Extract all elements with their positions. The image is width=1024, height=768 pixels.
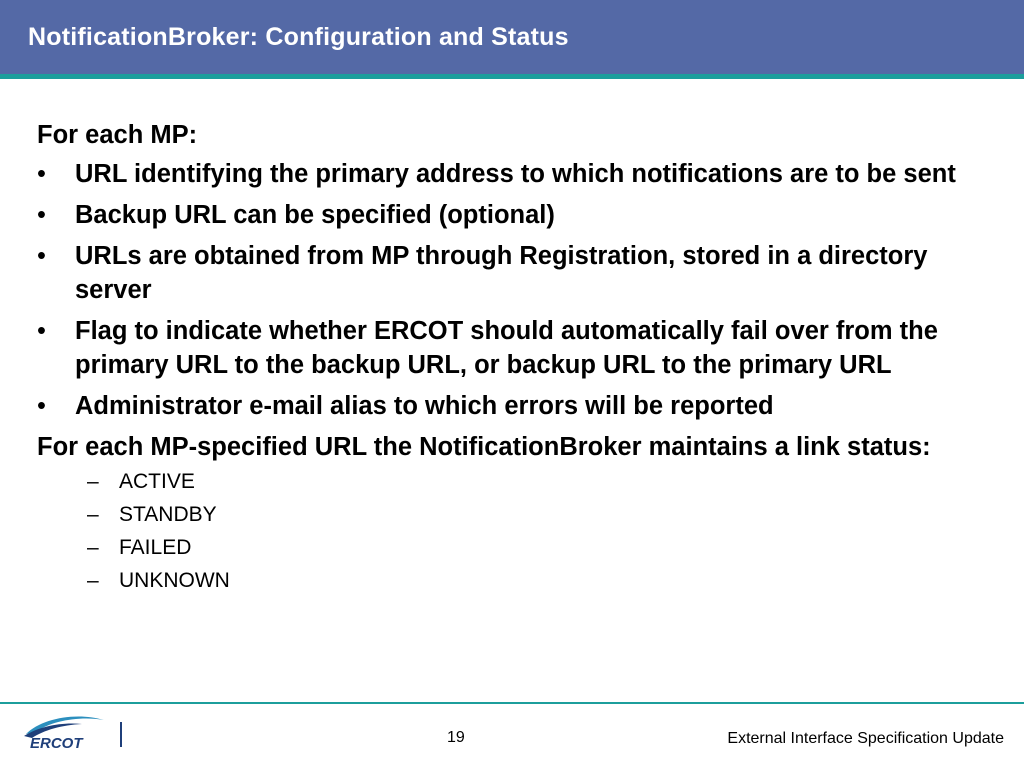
dash-icon: – — [87, 536, 99, 559]
list-item — [37, 239, 987, 307]
link-status-list — [37, 469, 987, 594]
status-text: UNKNOWN — [119, 569, 230, 592]
list-item — [87, 502, 987, 528]
bullet-text: Flag to indicate whether ERCOT should automatically fail over from the primary URL to the backup URL, or backup URL to the primary URL — [75, 317, 938, 379]
bullet-icon: • — [37, 160, 46, 188]
list-item — [37, 157, 987, 191]
logo-separator — [120, 722, 122, 747]
mp-config-list — [37, 157, 987, 423]
status-text: FAILED — [119, 536, 192, 559]
bullet-text: Backup URL can be specified (optional) — [75, 201, 555, 229]
title-accent-stripe — [0, 74, 1024, 79]
list-item — [87, 568, 987, 594]
bullet-text: Administrator e-mail alias to which errors will be reported — [75, 392, 774, 420]
footer-divider — [0, 702, 1024, 704]
dash-icon: – — [87, 470, 99, 493]
presentation-title: External Interface Specification Update — [727, 730, 1004, 747]
dash-icon: – — [87, 503, 99, 526]
page-number: 19 — [447, 729, 465, 746]
logo-text: ERCOT — [30, 735, 83, 752]
bullet-text: URLs are obtained from MP through Registration, stored in a directory server — [75, 242, 928, 304]
slide-title: NotificationBroker: Configuration and Status — [28, 23, 569, 51]
ercot-logo — [22, 712, 106, 752]
list-item — [87, 535, 987, 561]
bullet-icon: • — [37, 317, 46, 345]
bullet-icon: • — [37, 242, 46, 270]
list-item — [37, 389, 987, 423]
each-mp-heading: For each MP: — [37, 121, 198, 149]
list-item — [37, 198, 987, 232]
bullet-text: URL identifying the primary address to which notifications are to be sent — [75, 160, 956, 188]
link-status-intro: For each MP-specified URL the NotificationBroker maintains a link status: — [37, 433, 931, 461]
list-item — [87, 469, 987, 495]
status-text: STANDBY — [119, 503, 217, 526]
title-bar — [0, 0, 1024, 74]
bullet-icon: • — [37, 201, 46, 229]
status-text: ACTIVE — [119, 470, 195, 493]
dash-icon: – — [87, 569, 99, 592]
list-item — [37, 314, 987, 382]
slide-body — [37, 118, 987, 601]
bullet-icon: • — [37, 392, 46, 420]
